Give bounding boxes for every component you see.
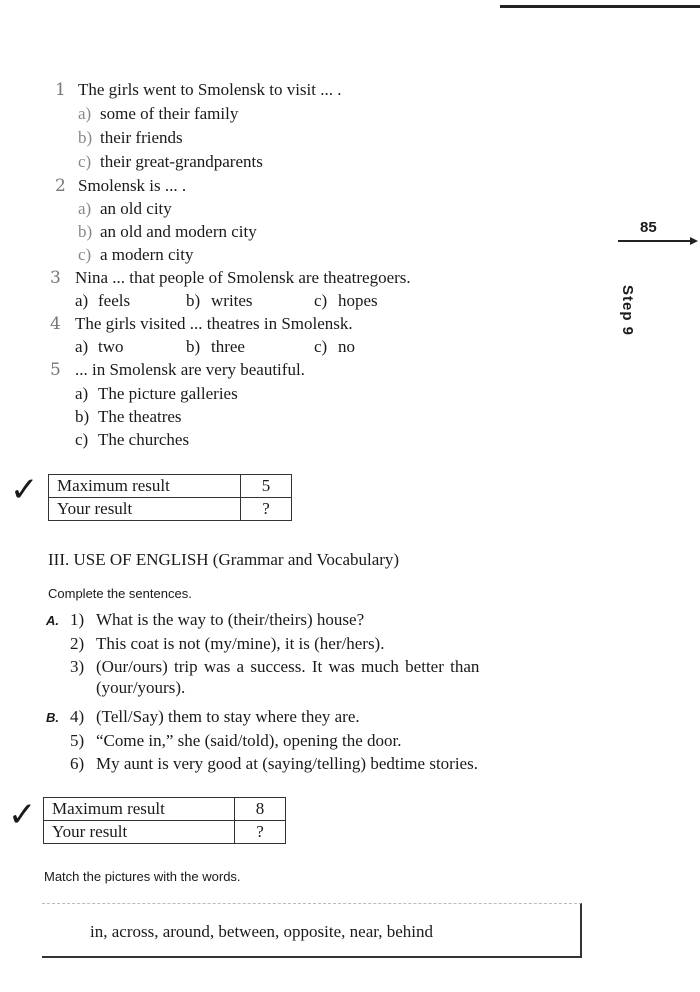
section-heading: III. USE OF ENGLISH (Grammar and Vocabulary) [48,550,400,569]
option-text: two [98,337,124,356]
score-table [43,797,286,844]
max-result-value: 5 [241,475,292,498]
item-number: 6) [70,754,85,773]
option-text: The picture galleries [98,384,238,403]
item-number: 1) [70,610,85,629]
max-result-value: 8 [235,798,286,821]
option-letter: b) [186,291,201,310]
option-text: their friends [100,128,183,147]
option-letter: b) [78,128,93,147]
group-letter: B. [46,710,59,725]
option-letter: a) [75,384,89,403]
option-text: no [338,337,355,356]
option-letter: a) [75,291,89,310]
score-table [48,474,292,521]
option-letter: b) [75,407,90,426]
item-text: My aunt is very good at (saying/telling) bedtime stories. [96,754,478,773]
question-number: 1 [55,80,66,100]
your-result-value: ? [241,498,292,521]
option-letter: a) [75,337,89,356]
option-text: writes [211,291,253,310]
top-rule [500,5,700,8]
question-stem: Smolensk is ... . [78,176,187,195]
page-number-rule [618,240,692,242]
check-mark-icon: ✓ [10,470,39,510]
option-text: feels [98,291,131,310]
item-text: (Tell/Say) them to stay where they are. [96,707,360,726]
option-letter: b) [78,222,93,241]
option-text: The theatres [98,407,182,426]
your-result-value: ? [235,821,286,844]
word-list-box [42,903,582,958]
option-text: some of their family [100,104,239,123]
option-letter: c) [78,245,92,264]
check-mark-icon: ✓ [8,795,37,835]
item-text-continued: (your/yours). [96,678,186,697]
option-letter: a) [78,104,92,123]
option-letter: c) [314,337,328,356]
instruction-text: Match the pictures with the words. [44,869,241,884]
max-result-label: Maximum result [49,475,241,498]
option-text: an old and modern city [100,222,257,241]
your-result-label: Your result [44,821,235,844]
option-letter: c) [75,430,89,449]
question-stem: Nina ... that people of Smolensk are theatregoers. [75,268,411,287]
item-number: 4) [70,707,85,726]
option-text: The churches [98,430,190,449]
question-number: 5 [50,360,61,380]
word-list: in, across, around, between, opposite, near, behind [90,922,433,941]
page-number: 85 [640,219,657,236]
question-stem: ... in Smolensk are very beautiful. [75,360,305,379]
option-letter: c) [314,291,328,310]
question-stem: The girls went to Smolensk to visit ... . [78,80,342,99]
option-text: their great-grandparents [100,152,263,171]
item-text: (Our/ours) trip was a success. It was much better than [96,657,480,676]
your-result-label: Your result [49,498,241,521]
question-number: 2 [55,176,66,196]
group-letter: A. [46,613,59,628]
item-text: “Come in,” she (said/told), opening the door. [96,731,402,750]
question-number: 4 [50,314,61,334]
option-text: hopes [338,291,378,310]
option-letter: b) [186,337,201,356]
option-text: a modern city [100,245,194,264]
item-number: 5) [70,731,85,750]
item-number: 3) [70,657,85,676]
option-letter: a) [78,199,92,218]
option-text: an old city [100,199,172,218]
option-text: three [211,337,245,356]
question-number: 3 [50,268,61,288]
instruction-text: Complete the sentences. [48,586,192,601]
item-text: What is the way to (their/theirs) house? [96,610,365,629]
step-label: Step 9 [619,285,636,337]
max-result-label: Maximum result [44,798,235,821]
question-stem: The girls visited ... theatres in Smolensk. [75,314,353,333]
item-number: 2) [70,634,85,653]
item-text: This coat is not (my/mine), it is (her/hers). [96,634,385,653]
option-letter: c) [78,152,92,171]
